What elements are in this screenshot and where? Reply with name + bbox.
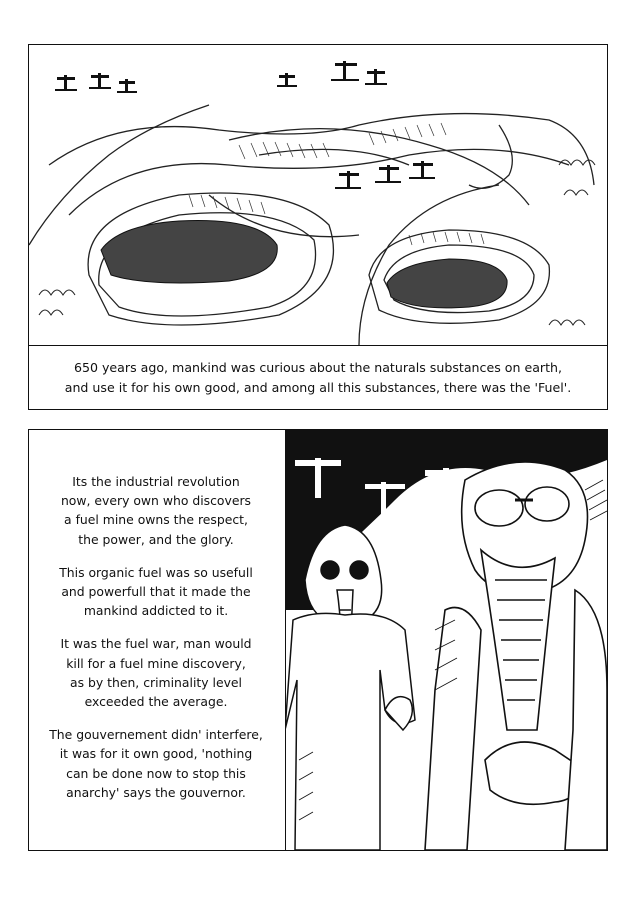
narration-paragraph [29,725,283,802]
quarry-illustration [29,45,606,345]
narration-line: It was the fuel war, man would [60,636,252,652]
narration-line: and powerfull that it made the [61,584,251,600]
gas-mask-figures-illustration [285,430,607,850]
narration-line: Its the industrial revolution [72,474,240,489]
narration-line: kill for a fuel mine discovery, [66,655,246,671]
caption-line: 650 years ago, mankind was curious about the naturals substances on earth, [73,359,563,375]
narration-paragraph [29,472,283,549]
narration-line: exceeded the average. [84,694,228,710]
narration-line: mankind addicted to it. [83,603,229,619]
narration-line: the power, and the glory. [78,531,234,547]
narration-line: anarchy' says the gouvernor. [66,784,246,800]
panel-1-caption [29,345,607,409]
narration-line: as by then, criminality level [70,674,242,690]
narration-paragraph [29,634,283,711]
narration-line: now, every own who discovers [60,493,252,509]
narration-text [29,430,283,850]
narration-line: The gouvernement didn' interfere, [49,727,263,743]
narration-line: a fuel mine owns the respect, [64,512,248,528]
narration-line: This organic fuel was so usefull [59,564,253,580]
narration-line: can be done now to stop this [66,765,246,781]
narration-paragraph [29,563,283,621]
narration-line: it was for it own good, 'nothing [59,746,253,762]
caption-line: and use it for his own good, and among all this substances, there was the 'Fuel'. [64,379,572,395]
panel-gas-mask-figures [28,429,608,851]
panel-quarry-landscape [28,44,608,410]
